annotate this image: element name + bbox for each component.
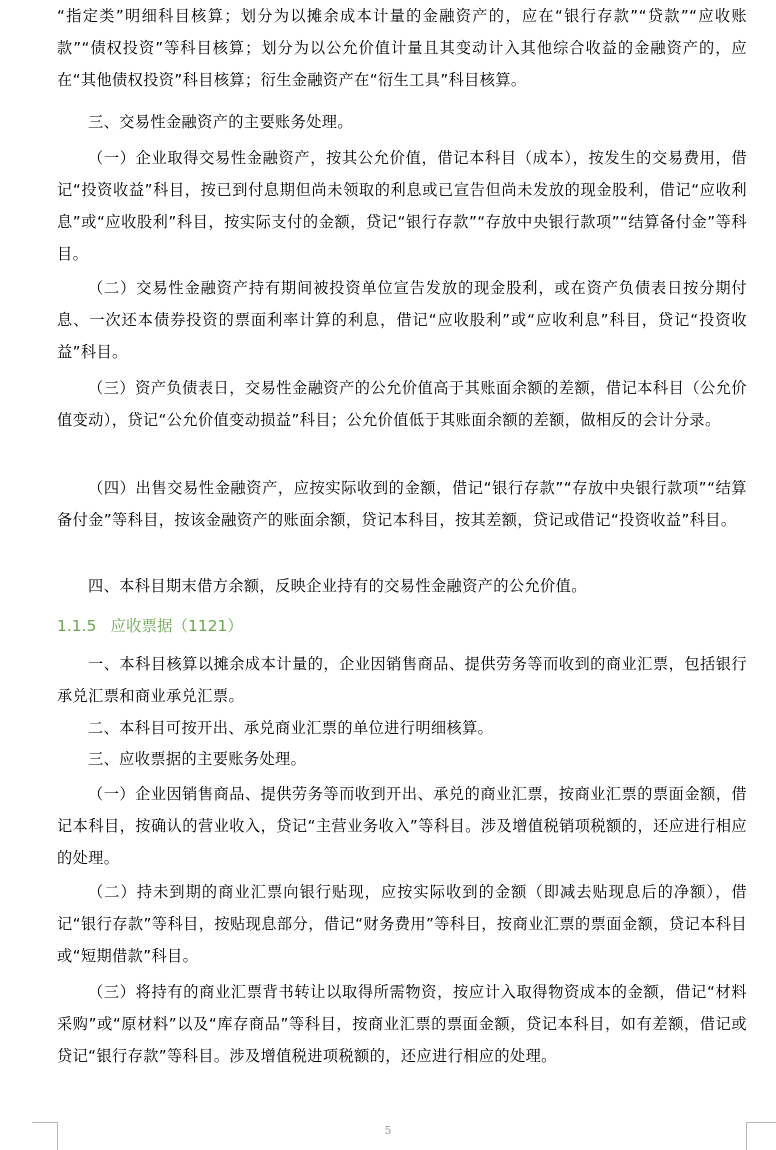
- paragraph-dividend-interest: （二）交易性金融资产持有期间被投资单位宣告发放的现金股利，或在资产负债表日按分期付息、一次还本债券投资的票面利率计算的利息，借记“应收股利”或“应收利息”科目，贷记“投资收益”科目。: [57, 279, 747, 361]
- paragraph-period-end-balance: 四、本科目期末借方余额，反映企业持有的交易性金融资产的公允价值。: [88, 577, 587, 595]
- paragraph-main-accounting-heading: 三、交易性金融资产的主要账务处理。: [88, 113, 353, 131]
- paragraph-detail-accounting: 二、本科目可按开出、承兑商业汇票的单位进行明细核算。: [88, 719, 494, 737]
- paragraph-fair-value-change: （三）资产负债表日，交易性金融资产的公允价值高于其账面余额的差额，借记本科目（公允价值变动），贷记“公允价值变动损益”科目；公允价值低于其账面余额的差额，做相反的会计分录。: [57, 379, 747, 429]
- paragraph-acquisition: （一）企业取得交易性金融资产，按其公允价值，借记本科目（成本），按发生的交易费用，借记“投资收益”科目，按已到付息期但尚未领取的利息或已宣告但尚未发放的现金股利，借记“应收利息”或“应收股利”科目，按实际支付的金额，贷记“银行存款”“存放中央银行款项”“结算备付金”等科目。: [57, 149, 747, 263]
- paragraph-notes-discount: （二）持未到期的商业汇票向银行贴现，应按实际收到的金额（即减去贴现息后的净额），借记“银行存款”等科目，按贴现息部分，借记“财务费用”等科目，按商业汇票的票面金额，贷记本科目或“短期借款”科目。: [57, 883, 747, 965]
- crop-mark-bottom-left: [32, 1122, 58, 1150]
- paragraph-continuation: “指定类”明细科目核算；划分为以摊余成本计量的金融资产的，应在“银行存款”“贷款”“应收账款”“债权投资”等科目核算；划分为以公允价值计量且其变动计入其他综合收益的金融资产的，应在“其他债权投资”科目核算；衍生金融资产在“衍生工具”科目核算。: [57, 7, 747, 89]
- section-title: 应收票据（1121）: [110, 617, 243, 635]
- paragraph-notes-endorsement: （三）将持有的商业汇票背书转让以取得所需物资，按应计入取得物资成本的金额，借记“材料采购”或“原材料”以及“库存商品”等科目，按商业汇票的票面金额，贷记本科目，如有差额，借记或贷记“银行存款”等科目。涉及增值税进项税额的，还应进行相应的处理。: [57, 983, 747, 1065]
- paragraph-sale: （四）出售交易性金融资产，应按实际收到的金额，借记“银行存款”“存放中央银行款项”“结算备付金”等科目，按该金融资产的账面余额，贷记本科目，按其差额，贷记或借记“投资收益”科目。: [57, 479, 747, 529]
- section-heading: [57, 610, 243, 642]
- page-number: 5: [384, 1124, 392, 1137]
- paragraph-notes-main-accounting: 三、应收票据的主要账务处理。: [88, 750, 307, 768]
- paragraph-notes-received: （一）企业因销售商品、提供劳务等而收到开出、承兑的商业汇票，按商业汇票的票面金额，借记本科目，按确认的营业收入，贷记“主营业务收入”等科目。涉及增值税销项税额的，还应进行相应的处理。: [57, 785, 747, 867]
- crop-mark-bottom-right: [746, 1122, 776, 1150]
- paragraph-notes-receivable-scope: 一、本科目核算以摊余成本计量的，企业因销售商品、提供劳务等而收到的商业汇票，包括银行承兑汇票和商业承兑汇票。: [57, 655, 747, 705]
- section-number: 1.1.5: [57, 617, 97, 635]
